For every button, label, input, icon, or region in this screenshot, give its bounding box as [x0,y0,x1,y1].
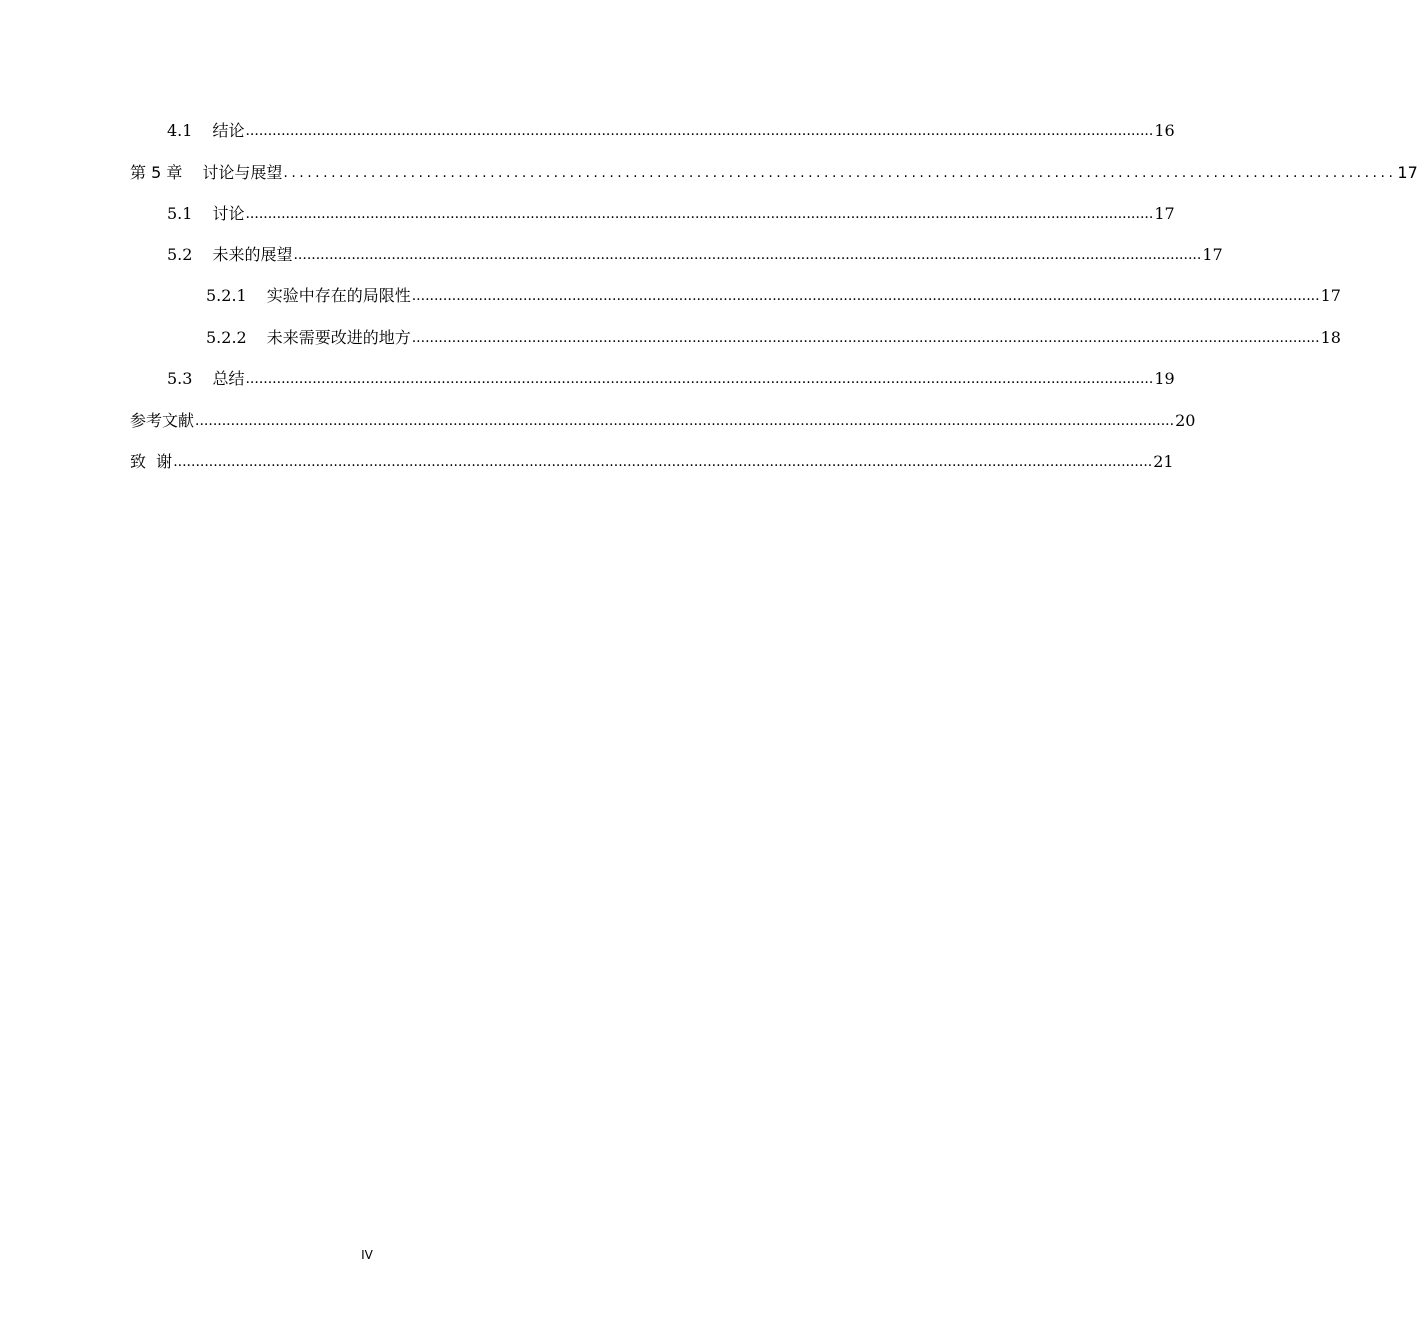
toc-entry-title: 未来需要改进的地方 [266,328,411,347]
toc-entry-page: 21 [1153,452,1174,471]
toc-entry-title: 未来的展望 [212,245,293,264]
toc-dot-leader: ............................................................................................................................................................................................................................ [173,454,1153,470]
toc-entry-number: 5.2 [167,245,193,264]
toc-dot-leader: ............................................................................................................................................................................................................ [411,330,1320,346]
toc-entry-title: 结论 [212,121,245,140]
toc-entry-title: 讨论 [212,204,245,223]
toc-dot-leader: ............................................................................................................................................ [283,165,1397,181]
toc-entry-page: 17 [1154,204,1175,223]
toc-entry-title: 实验中存在的局限性 [266,286,411,305]
toc-entry-5-1[interactable] [167,201,1175,225]
toc-entry-acknowledgements[interactable] [130,449,1174,473]
toc-entry-references[interactable] [130,408,1196,432]
toc-entry-title: 参考文献 [130,411,195,430]
toc-entry-page: 20 [1175,411,1196,430]
toc-entry-4-1[interactable] [167,118,1175,142]
toc-entry-title: 总结 [212,369,245,388]
toc-entry-5-2[interactable] [167,242,1223,266]
footer-page-number: IV [361,1248,373,1262]
toc-entry-number: 5.2.2 [206,328,247,347]
toc-entry-title: 致 谢 [130,452,173,471]
toc-entry-title: 讨论与展望 [202,163,283,182]
toc-entry-5-3[interactable] [167,366,1175,390]
toc-dot-leader: ............................................................................................................................................................................................................ [411,288,1320,304]
toc-dot-leader: ............................................................................................................................................................................................................ [293,247,1202,263]
toc-entry-page: 18 [1320,328,1341,347]
toc-entry-number: 第 5 章 [130,163,183,182]
toc-entry-5-2-2[interactable] [206,325,1341,349]
toc-entry-page: 17 [1202,245,1223,264]
toc-entry-5-2-1[interactable] [206,283,1341,307]
toc-entry-page: 19 [1154,369,1175,388]
toc-dot-leader: ............................................................................................................................................................................................................ [245,371,1154,387]
toc-entry-number: 5.3 [167,369,193,388]
toc-entry-chapter-5[interactable] [130,160,1418,184]
toc-dot-leader: ............................................................................................................................................................................................................................ [195,413,1175,429]
toc-entry-number: 5.1 [167,204,193,223]
toc-dot-leader: ............................................................................................................................................................................................................ [245,206,1154,222]
toc-entry-page: 17 [1320,286,1341,305]
toc-entry-number: 5.2.1 [206,286,247,305]
toc-entry-number: 4.1 [167,121,193,140]
toc-entry-page: 17 [1397,163,1418,182]
toc-entry-page: 16 [1154,121,1175,140]
toc-dot-leader: ............................................................................................................................................................................................................ [245,123,1154,139]
